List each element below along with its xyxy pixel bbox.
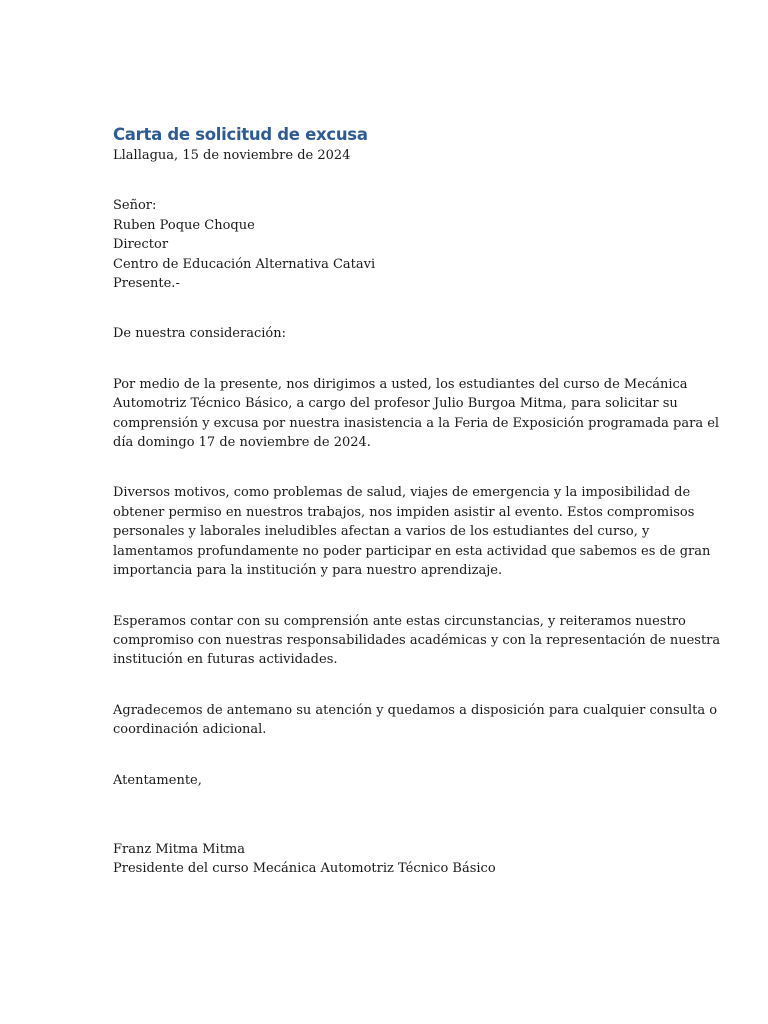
paragraph-line: lamentamos profundamente no poder participar en esta actividad que sabemos es de gran <box>113 543 711 559</box>
paragraph-line: obtener permiso en nuestros trabajos, nos impiden asistir al evento. Estos compromisos <box>113 504 695 520</box>
spacer <box>113 452 658 483</box>
recipient-salutation: Señor: <box>113 198 157 214</box>
paragraph-line: Esperamos contar con su comprensión ante estas circunstancias, y reiteramos nuestro <box>113 613 686 629</box>
page-title: Carta de solicitud de excusa <box>113 125 368 144</box>
closing: Atentamente, <box>113 772 202 788</box>
paragraph-line: compromiso con nuestras responsabilidades académicas y con la representación de nuestra <box>113 632 721 648</box>
paragraph-line: Diversos motivos, como problemas de salud, viajes de emergencia y la imposibilidad de <box>113 485 691 501</box>
paragraph-line: día domingo 17 de noviembre de 2024. <box>113 435 371 451</box>
paragraph-line: comprensión y excusa por nuestra inasistencia a la Feria de Exposición programada para el <box>113 415 720 431</box>
paragraph-line: importancia para la institución y para nuestro aprendizaje. <box>113 563 503 579</box>
recipient-institution: Centro de Educación Alternativa Catavi <box>113 256 376 272</box>
signature-spacer <box>113 790 658 840</box>
spacer <box>113 740 658 771</box>
paragraph-1 <box>113 375 720 453</box>
recipient-presente: Presente.- <box>113 276 180 292</box>
recipient-name: Ruben Poque Choque <box>113 217 255 233</box>
paragraph-line: coordinación adicional. <box>113 722 267 738</box>
spacer <box>113 165 658 196</box>
spacer <box>113 670 658 701</box>
recipient-position: Director <box>113 237 169 253</box>
paragraph-2 <box>113 483 711 580</box>
paragraph-line: institución en futuras actividades. <box>113 652 338 668</box>
spacer <box>113 581 658 612</box>
signature-role: Presidente del curso Mecánica Automotriz Técnico Básico <box>113 861 496 877</box>
greeting: De nuestra consideración: <box>113 326 286 342</box>
signature-name: Franz Mitma Mitma <box>113 841 246 857</box>
place-date: Llallagua, 15 de noviembre de 2024 <box>113 148 351 163</box>
spacer <box>113 344 658 375</box>
paragraph-4 <box>113 701 718 740</box>
paragraph-line: Automotriz Técnico Básico, a cargo del profesor Julio Burgoa Mitma, para solicitar su <box>113 396 678 412</box>
paragraph-line: personales y laborales ineludibles afectan a varios de los estudiantes del curso, y <box>113 524 650 540</box>
signature-block <box>113 840 658 879</box>
paragraph-line: Agradecemos de antemano su atención y quedamos a disposición para cualquier consulta o <box>113 702 718 718</box>
spacer <box>113 293 658 324</box>
letter-body <box>113 124 721 879</box>
paragraph-3 <box>113 612 721 670</box>
paragraph-line: Por medio de la presente, nos dirigimos a usted, los estudiantes del curso de Mecánica <box>113 376 688 392</box>
recipient-block <box>113 196 658 293</box>
